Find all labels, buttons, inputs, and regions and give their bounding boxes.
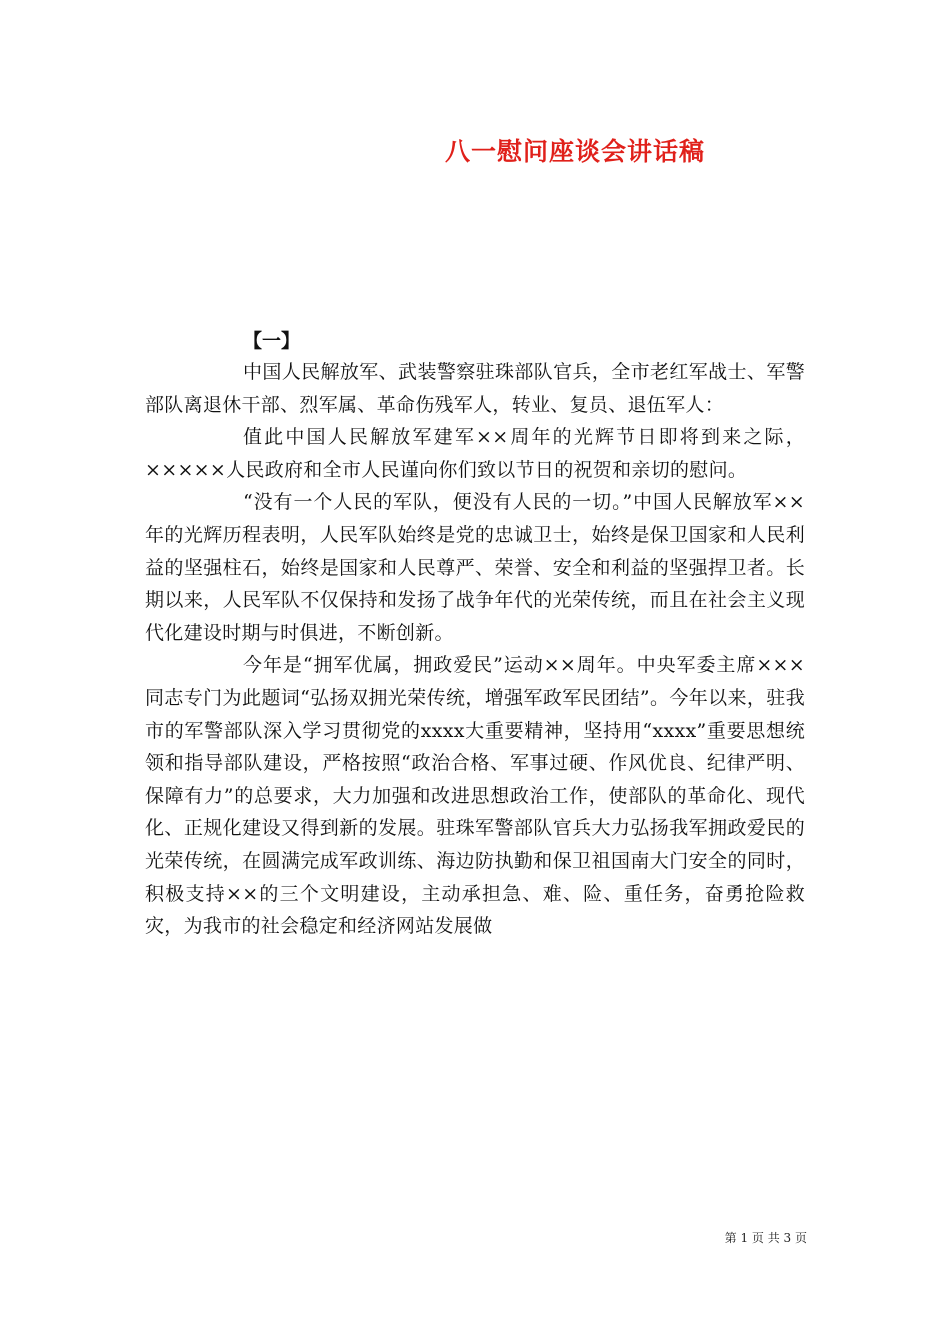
section-label: 【一】 [243,330,301,352]
page-number: 第 1 页 共 3 页 [724,1231,807,1245]
document-title: 八一慰问座谈会讲话稿 [445,137,706,166]
paragraph-greeting: 值此中国人民解放军建军××周年的光辉节日即将到来之际，×××××人民政府和全市人民谨向你们致以节日的祝贺和亲切的慰问。 [145,426,805,481]
paragraph-salutation: 中国人民解放军、武装警察驻珠部队官兵，全市老红军战士、军警部队离退休干部、烈军属、革命伤残军人，转业、复员、退伍军人： [145,361,805,416]
document-body [145,326,805,943]
paragraph-anniversary: 今年是“拥军优属，拥政爱民”运动××周年。中央军委主席×××同志专门为此题词“弘扬双拥光荣传统，增强军政军民团结”。今年以来，驻我市的军警部队深入学习贯彻党的xxxx大重要精神，坚持用“xxxx”重要思想统领和指导部队建设，严格按照“政治合格、军事过硬、作风优良、纪律严明、保障有力”的总要求，大力加强和改进思想政治工作，使部队的革命化、现代化、正规化建设又得到新的发展。驻珠军警部队官兵大力弘扬我军拥政爱民的光荣传统，在圆满完成军政训练、海边防执勤和保卫祖国南大门安全的同时，积极支持××的三个文明建设，主动承担急、难、险、重任务，奋勇抢险救灾，为我市的社会稳定和经济网站发展做 [145,654,805,938]
paragraph-history: “没有一个人民的军队，便没有人民的一切。”中国人民解放军××年的光辉历程表明，人民军队始终是党的忠诚卫士，始终是保卫国家和人民利益的坚强柱石，始终是国家和人民尊严、荣誉、安全和利益的坚强捍卫者。长期以来，人民军队不仅保持和发扬了战争年代的光荣传统，而且在社会主义现代化建设时期与时俱进，不断创新。 [145,491,805,644]
